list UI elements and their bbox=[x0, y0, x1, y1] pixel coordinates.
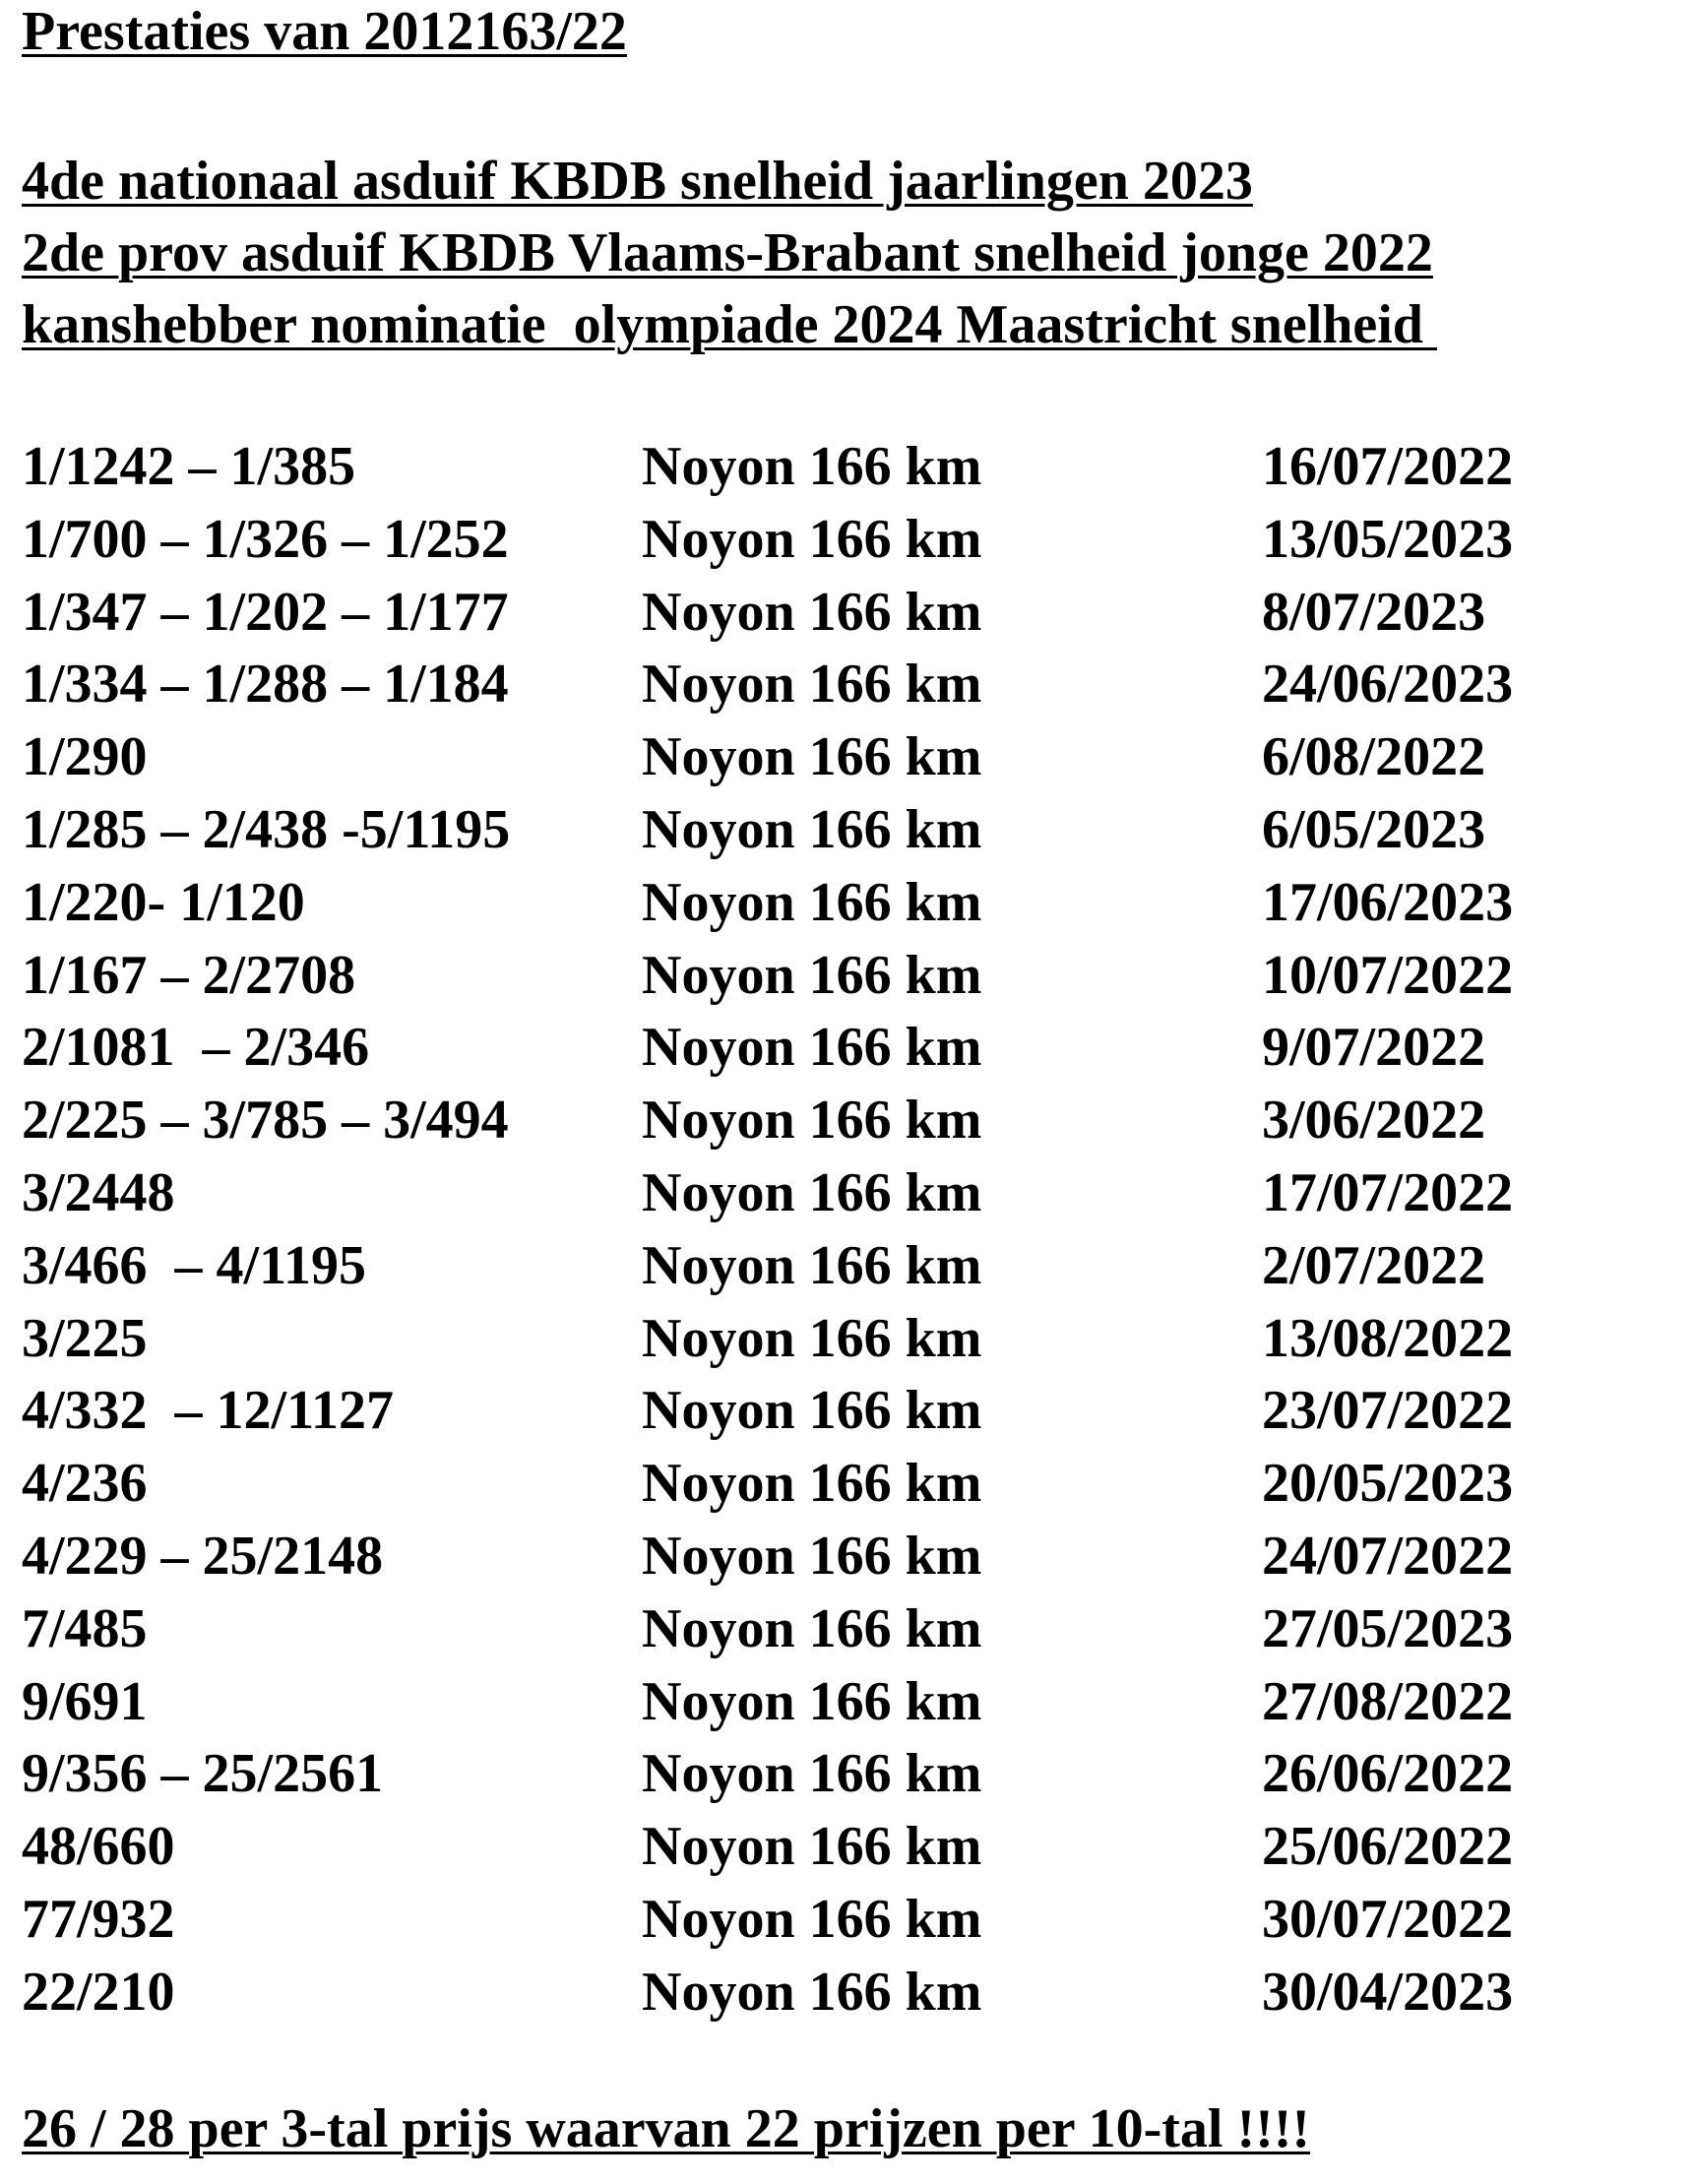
result-date: 13/05/2023 bbox=[1262, 508, 1514, 570]
result-placings: 4/229 – 25/2148 bbox=[22, 1525, 384, 1587]
result-placings: 7/485 bbox=[22, 1597, 148, 1659]
result-race: Noyon 166 km bbox=[642, 1525, 982, 1587]
result-placings: 1/285 – 2/438 -5/1195 bbox=[22, 798, 511, 860]
result-date: 27/05/2023 bbox=[1262, 1597, 1514, 1659]
result-date: 30/07/2022 bbox=[1262, 1888, 1514, 1950]
result-date: 10/07/2022 bbox=[1262, 944, 1514, 1006]
result-race: Noyon 166 km bbox=[642, 1453, 982, 1515]
result-date: 20/05/2023 bbox=[1262, 1453, 1514, 1515]
result-date: 26/06/2022 bbox=[1262, 1743, 1514, 1805]
result-placings: 9/356 – 25/2561 bbox=[22, 1743, 384, 1805]
result-placings: 2/1081 – 2/346 bbox=[22, 1017, 370, 1079]
result-race: Noyon 166 km bbox=[642, 871, 982, 933]
result-placings: 1/334 – 1/288 – 1/184 bbox=[22, 654, 509, 716]
result-race: Noyon 166 km bbox=[642, 1161, 982, 1223]
result-race: Noyon 166 km bbox=[642, 726, 982, 788]
result-placings: 1/1242 – 1/385 bbox=[22, 436, 356, 497]
result-placings: 48/660 bbox=[22, 1816, 175, 1878]
summary-footer: 26 / 28 per 3-tal prijs waarvan 22 prijzen per 10-tal !!!! bbox=[22, 2098, 1311, 2159]
result-date: 6/05/2023 bbox=[1262, 798, 1486, 860]
result-race: Noyon 166 km bbox=[642, 581, 982, 643]
result-race: Noyon 166 km bbox=[642, 1961, 982, 2023]
result-placings: 4/332 – 12/1127 bbox=[22, 1380, 395, 1442]
result-date: 9/07/2022 bbox=[1262, 1017, 1486, 1079]
result-race: Noyon 166 km bbox=[642, 1090, 982, 1152]
result-race: Noyon 166 km bbox=[642, 1380, 982, 1442]
result-placings: 9/691 bbox=[22, 1670, 148, 1732]
result-race: Noyon 166 km bbox=[642, 1234, 982, 1296]
result-race: Noyon 166 km bbox=[642, 1597, 982, 1659]
result-date: 13/08/2022 bbox=[1262, 1307, 1514, 1369]
page-title: Prestaties van 2012163/22 bbox=[22, 1, 627, 62]
honor-item: kanshebber nominatie olympiade 2024 Maastricht snelheid bbox=[22, 294, 1437, 355]
result-race: Noyon 166 km bbox=[642, 654, 982, 716]
result-race: Noyon 166 km bbox=[642, 1307, 982, 1369]
result-race: Noyon 166 km bbox=[642, 798, 982, 860]
result-date: 6/08/2022 bbox=[1262, 726, 1486, 788]
result-placings: 1/290 bbox=[22, 726, 148, 788]
result-race: Noyon 166 km bbox=[642, 944, 982, 1006]
result-date: 3/06/2022 bbox=[1262, 1090, 1486, 1152]
result-placings: 77/932 bbox=[22, 1888, 175, 1950]
result-date: 25/06/2022 bbox=[1262, 1816, 1514, 1878]
result-date: 17/06/2023 bbox=[1262, 871, 1514, 933]
result-placings: 1/220- 1/120 bbox=[22, 871, 305, 933]
result-date: 17/07/2022 bbox=[1262, 1161, 1514, 1223]
result-date: 27/08/2022 bbox=[1262, 1670, 1514, 1732]
result-placings: 2/225 – 3/785 – 3/494 bbox=[22, 1090, 509, 1152]
honor-item: 2de prov asduif KBDB Vlaams-Brabant snelheid jonge 2022 bbox=[22, 222, 1433, 283]
result-placings: 1/347 – 1/202 – 1/177 bbox=[22, 581, 509, 643]
result-date: 2/07/2022 bbox=[1262, 1234, 1486, 1296]
result-placings: 3/225 bbox=[22, 1307, 148, 1369]
result-date: 30/04/2023 bbox=[1262, 1961, 1514, 2023]
result-placings: 3/466 – 4/1195 bbox=[22, 1234, 367, 1296]
result-date: 23/07/2022 bbox=[1262, 1380, 1514, 1442]
honor-item: 4de nationaal asduif KBDB snelheid jaarlingen 2023 bbox=[22, 151, 1253, 212]
result-race: Noyon 166 km bbox=[642, 1888, 982, 1950]
result-placings: 3/2448 bbox=[22, 1161, 175, 1223]
result-race: Noyon 166 km bbox=[642, 1743, 982, 1805]
result-race: Noyon 166 km bbox=[642, 508, 982, 570]
result-placings: 22/210 bbox=[22, 1961, 175, 2023]
result-date: 16/07/2022 bbox=[1262, 436, 1514, 497]
result-date: 24/07/2022 bbox=[1262, 1525, 1514, 1587]
result-race: Noyon 166 km bbox=[642, 1017, 982, 1079]
honors-list bbox=[22, 146, 1437, 361]
result-placings: 1/700 – 1/326 – 1/252 bbox=[22, 508, 509, 570]
result-race: Noyon 166 km bbox=[642, 436, 982, 497]
result-date: 24/06/2023 bbox=[1262, 654, 1514, 716]
result-race: Noyon 166 km bbox=[642, 1816, 982, 1878]
result-placings: 1/167 – 2/2708 bbox=[22, 944, 356, 1006]
result-race: Noyon 166 km bbox=[642, 1670, 982, 1732]
result-date: 8/07/2023 bbox=[1262, 581, 1486, 643]
result-placings: 4/236 bbox=[22, 1453, 148, 1515]
